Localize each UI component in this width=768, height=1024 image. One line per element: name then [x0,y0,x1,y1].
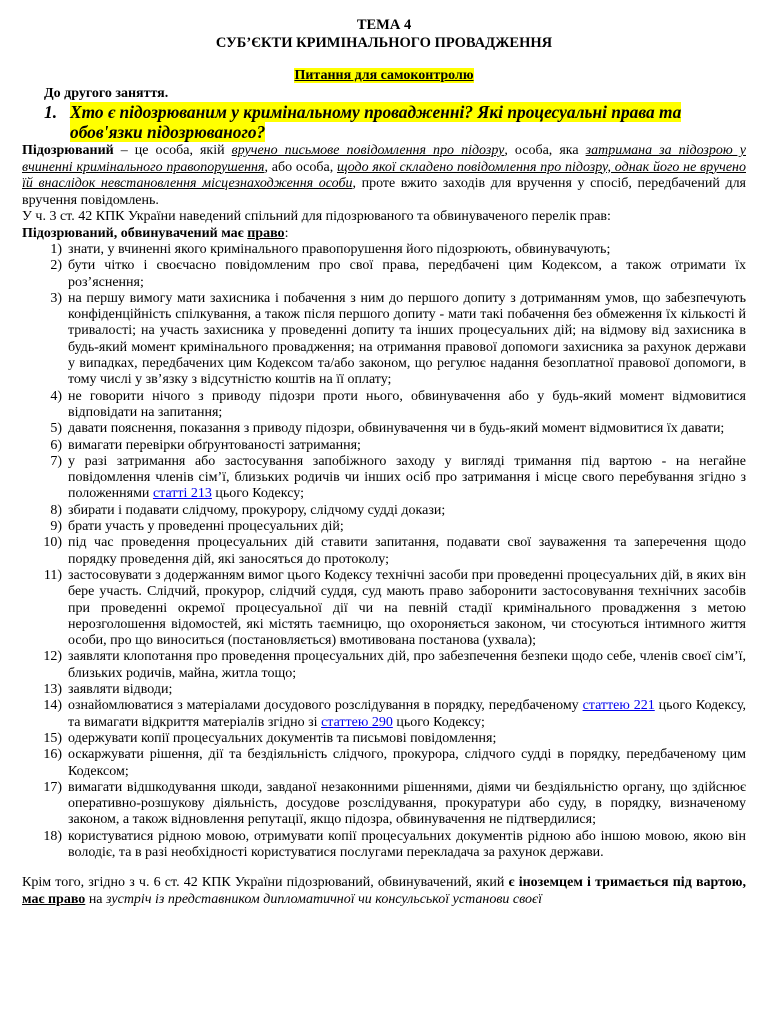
foreigner-phrase: є іноземцем і тримається під вартою, [508,875,746,891]
topic-number: ТЕМА 4 [356,17,412,33]
definition-part-3: щодо якої складено повідомлення про підозру, однак його не вручено їй внаслідок невстановлення місцезнаходження особи [22,159,746,191]
definition-term: Підозрюваний [22,143,114,158]
list-item: 12) заявляти клопотання про проведення процесуальних дій, про забезпечення безпеки щодо себе, членів своєї сім’ї, близьких родичів, майна, житла тощо; [43,649,746,681]
list-item: 15) одержувати копії процесуальних документів та письмові повідомлення; [43,730,497,746]
list-item: 14) ознайомлюватися з матеріалами досудового розслідування в порядку, передбаченому статтею 221 цього Кодексу, та вимагати відкриття матеріалів згідно зі статтею 290 цього Кодексу; [43,698,746,730]
list-item: 7) у разі затримання або застосування запобіжного заходу у вигляді тримання під вартою - на негайне повідомлення членів сім’ї, близьких родичів чи інших осіб про затримання і місце свого перебування згідно з положеннями статті 213 цього Кодексу; [50,453,746,502]
list-item: 11) застосовувати з додержанням вимог цього Кодексу технічні засоби при проведенні процесуальних дій, в яких він бере участь. Слідчий, прокурор, слідчий суддя, суд мають право заборонити застосовування технічних засобів при проведенні окремої процесуальної дії чи на певній стадії кримінального провадження з метою нерозголошення відомостей, які містять таємницю, що охороняється законом, чи стосуються інтимного життя особи, про що виноситься (постановляється) вмотивована постанова (ухвала); [43,567,746,649]
list-item: 10) під час проведення процесуальних дій ставити запитання, подавати свої зауваження та заперечення щодо порядку проведення дій, які заносяться до протоколу; [43,535,746,567]
final-paragraph: Крім того, згідно з ч. 6 ст. 42 КПК України підозрюваний, обвинувачений, який є іноземцем і тримається під вартою, має право на зустріч із представником дипломатичної чи консульської установи своєї [22,875,746,907]
topic-title: СУБ’ЄКТИ КРИМІНАЛЬНОГО ПРОВАДЖЕННЯ [215,35,553,51]
list-item: 16) оскаржувати рішення, дії та бездіяльність слідчого, прокурора, слідчого судді в порядку, передбаченому цим Кодексом; [43,747,746,779]
list-item: 9) брати участь у проведенні процесуальних дій; [50,519,344,535]
list-item: 13) заявляти відводи; [43,682,173,698]
question-1 [44,102,746,142]
definition-part-1: вручено письмове повідомлення про підозру [231,143,505,158]
selfcontrol-heading: Питання для самоконтролю [294,68,474,83]
rights-list [22,242,746,861]
list-item: 4) не говорити нічого з приводу підозри проти нього, обвинувачення або у будь-який момент відмовитися відповідати на запитання; [50,388,746,420]
list-item: 8) збирати і подавати слідчому, прокурору, слідчому судді докази; [50,502,446,518]
has-right-phrase: має право [22,891,86,907]
list-item: 18) користуватися рідною мовою, отримувати копії процесуальних документів рідною або іншою мовою, якою він володіє, та в разі необхідності користуватися послугами перекладача за рахунок держави. [43,828,746,860]
definition-part-2: затримана за підозрою у вчиненні кримінального правопорушення [22,143,746,175]
list-item: 6) вимагати перевірки обґрунтованості затримання; [50,437,361,453]
question-text: Хто є підозрюваним у кримінальному провадженні? Які процесуальні права та обов'язки підозрюваного? [70,102,682,142]
list-item: 5) давати пояснення, показання з приводу підозри, обвинувачення чи в будь-який момент відмовитися їх давати; [50,421,725,437]
question-number: 1. [44,102,58,122]
document-header [22,16,746,52]
list-item: 3) на першу вимогу мати захисника і побачення з ним до першого допиту з дотриманням умов, що забезпечують конфіденційність спілкування, а також після першого допиту - мати такі побачення без обмеження їх кількості й тривалості; на участь захисника у проведенні допиту та інших процесуальних дій; на відмову від захисника в будь-який момент кримінального провадження; на отримання правової допомоги захисника за рахунок держави у випадках, передбачених цим Кодексом та/або законом, що регулює надання безоплатної правової допомоги, в тому числі у зв’язку з відсутністю коштів на її оплату; [50,290,746,388]
next-lesson-label: До другого заняття. [44,86,169,101]
list-item: 1) знати, у вчиненні якого кримінального правопорушення його підозрюють, обвинувачують; [50,242,611,257]
article-290-link[interactable]: статтею 290 [321,714,393,730]
list-item: 17) вимагати відшкодування шкоди, завданої незаконними рішеннями, діями чи бездіяльністю органу, що здійснює оперативно-розшукову діяльність, досудове розслідування, прокуратури або суду, в порядку, визначеному законом, а також відновлення репутації, якщо підозра, обвинувачення не підтвердилися; [43,779,746,828]
definition-paragraph: Підозрюваний – це особа, якій вручено письмове повідомлення про підозру, особа, яка затримана за підозрою у вчиненні кримінального правопорушення, або особа, щодо якої складено повідомлення про підозру, однак його не вручено їй внаслідок невстановлення місцезнаходження особи, проте вжито заходів для вручення у спосіб, передбачений для вручення повідомлень. [22,143,746,208]
consular-meeting-phrase: зустріч із представником дипломатичної чи консульської установи своєї [106,891,543,907]
intro-paragraph: У ч. 3 ст. 42 КПК України наведений спільний для підозрюваного та обвинуваченого перелік прав: [22,209,611,224]
rights-lead-word: право [247,225,285,241]
article-221-link[interactable]: статтею 221 [582,698,655,714]
article-213-link[interactable]: статті 213 [152,486,212,502]
list-item: 2) бути чітко і своєчасно повідомленим про свої права, передбачені цим Кодексом, а також отримати їх роз’яснення; [50,258,746,290]
rights-lead: Підозрюваний, обвинувачений має право: [22,225,289,241]
selfcontrol-heading-block [22,66,746,84]
